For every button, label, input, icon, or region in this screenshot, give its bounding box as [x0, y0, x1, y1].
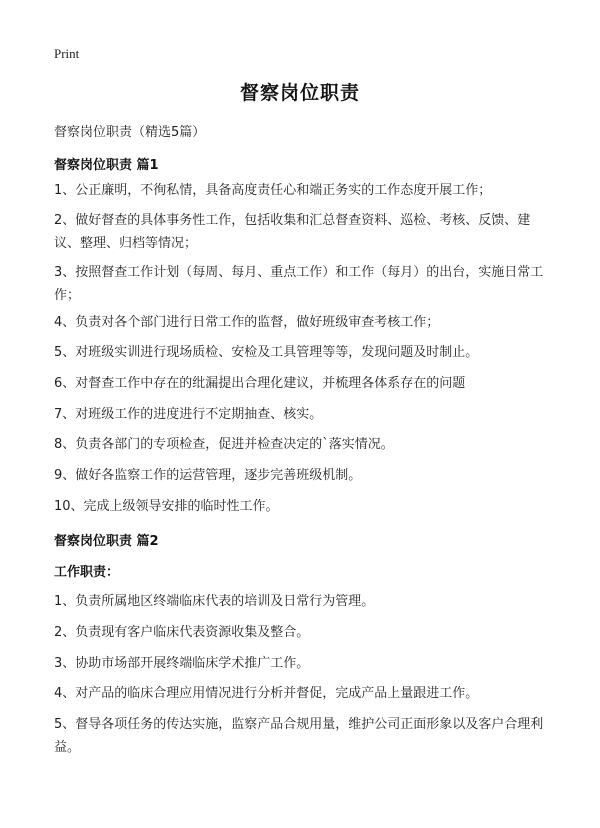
- list-item: 1、公正廉明，不徇私情，具备高度责任心和端正务实的工作态度开展工作；: [54, 183, 492, 198]
- list-item: 3、按照督查工作计划（每周、每月、重点工作）和工作（每月）的出台，实施日常工作；: [54, 265, 544, 303]
- list-item: 9、做好各监察工作的运营管理，逐步完善班级机制。: [54, 468, 362, 483]
- list-item: 2、做好督查的具体事务性工作，包括收集和汇总督查资料、巡检、考核、反馈、建议、整理、归档等情况；: [54, 213, 531, 251]
- list-item: 2、负责现有客户临床代表资源收集及整合。: [54, 625, 310, 640]
- section-heading-2: 督察岗位职责 篇2: [54, 534, 159, 549]
- list-item: 3、协助市场部开展终端临床学术推广工作。: [54, 656, 310, 671]
- document-title: 督察岗位职责: [239, 82, 360, 104]
- section-heading-1: 督察岗位职责 篇1: [54, 158, 159, 173]
- list-item: 10、完成上级领导安排的临时性工作。: [54, 499, 279, 514]
- list-item: 4、负责对各个部门进行日常工作的监督，做好班级审查考核工作；: [54, 315, 440, 330]
- document-subtitle: 督察岗位职责（精选5篇）: [54, 125, 206, 140]
- list-item: 4、对产品的临床合理应用情况进行分析并督促，完成产品上量跟进工作。: [54, 686, 479, 701]
- list-item: 8、负责各部门的专项检查，促进并检查决定的`落实情况。: [54, 437, 394, 452]
- section-subheading: 工作职责：: [54, 565, 120, 580]
- list-item: 7、对班级工作的进度进行不定期抽查、核实。: [54, 407, 323, 422]
- list-item: 6、对督查工作中存在的纰漏提出合理化建议，并梳理各体系存在的问题: [54, 376, 466, 391]
- list-item: 1、负责所属地区终端临床代表的培训及日常行为管理。: [54, 594, 375, 609]
- list-item: 5、对班级实训进行现场质检、安检及工具管理等等，发现问题及时制止。: [54, 345, 479, 360]
- print-label: Print: [54, 46, 80, 61]
- list-item: 5、督导各项任务的传达实施，监察产品合规用量，维护公司正面形象以及客户合理利益。: [54, 717, 544, 755]
